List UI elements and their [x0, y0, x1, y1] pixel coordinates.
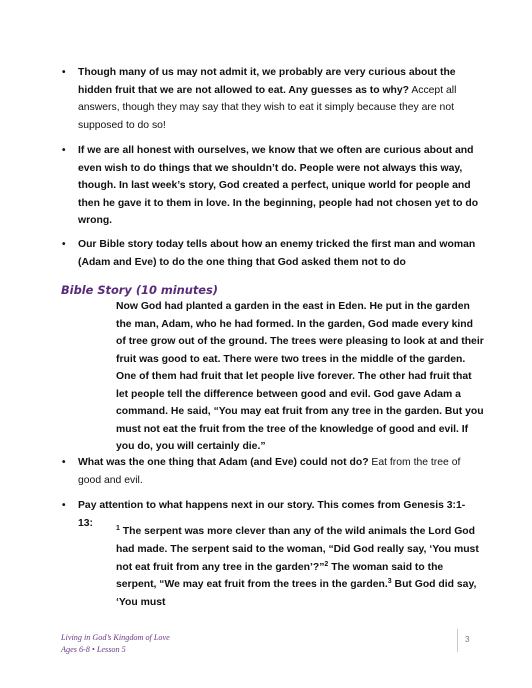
- bullet-bold-text: Pay attention to what happens next in our story. This comes from Genesis 3:1-13:: [78, 500, 466, 529]
- verse-number: 3: [387, 578, 392, 586]
- verse-text: The woman said to the serpent, “We may eat fruit from the trees in the garden.: [116, 561, 444, 591]
- verse-text: The serpent was more clever than any of the wild animals the Lord God had made. The serpent said to the woman, “Did God really say, ‘You must not eat fruit from any tree in the garden’?”: [116, 526, 479, 573]
- bullet-item-question: [62, 454, 480, 489]
- bullet-bold-text: What was the one thing that Adam (and Eve) could not do?: [78, 457, 369, 468]
- bullet-item-honest: [62, 142, 480, 230]
- bullet-bold-text: Though many of us may not admit it, we probably are very curious about the hidden fruit that we are not allowed to eat. Any guesses as to why?: [78, 67, 456, 96]
- page-number: 3: [465, 635, 470, 644]
- bullet-icon: •: [62, 500, 66, 511]
- verse-text: But God did say, ‘You must: [116, 579, 477, 609]
- bible-story-paragraph: Now God had planted a garden in the east in Eden. He put in the garden the man, Adam, who he had formed. In the garden, God made every kind of tree grow out of the ground. The trees were pleasing to look at and their fruit was good to eat. There were two trees in the middle of the garden. One of them had fruit that let people live forever. The other had fruit that let people tell the difference between good and evil. God gave Adam a command. He said, “You may eat fruit from any tree in the garden. But you must not eat the fruit from the tree of the knowledge of good and evil. If you do, you will certainly die.”: [116, 301, 484, 452]
- verse-number: 2: [324, 560, 329, 568]
- section-heading: Bible Story (10 minutes): [61, 283, 218, 297]
- verse-number: 1: [116, 525, 120, 532]
- footer-divider: [457, 629, 458, 652]
- bullet-regular-text: Accept all answers, though they may say that they wish to eat it simply because they are not supposed to do so!: [78, 84, 457, 131]
- bullet-regular-text: Eat from the tree of good and evil.: [78, 457, 461, 486]
- bullet-icon: •: [62, 145, 66, 156]
- bullet-icon: •: [62, 239, 66, 250]
- bullet-item-curious-fruit: [62, 64, 480, 134]
- footer-subtitle: Ages 6-8 • Lesson 5: [61, 645, 126, 654]
- genesis-quote: [116, 523, 484, 612]
- bullet-bold-text: If we are all honest with ourselves, we know that we often are curious about and even wish to do things that we shouldn’t do. People were not always this way, though. In last week’s story, God created a perfect, unique world for people and then he gave it to them in love. In the beginning, people had not chosen yet to do wrong.: [78, 145, 479, 226]
- bullet-text: [78, 64, 480, 134]
- bullet-text: [78, 236, 480, 271]
- bullet-bold-text: Our Bible story today tells about how an enemy tricked the first man and woman (Adam and Eve) to do the one thing that God asked them not to do: [78, 239, 476, 268]
- bullet-icon: •: [62, 457, 66, 468]
- bullet-item-bible-story-intro: [62, 236, 480, 271]
- footer-title: Living in God’s Kingdom of Love: [61, 633, 170, 642]
- bullet-text: [78, 454, 480, 489]
- bullet-text: [78, 142, 480, 230]
- bullet-icon: •: [62, 67, 66, 78]
